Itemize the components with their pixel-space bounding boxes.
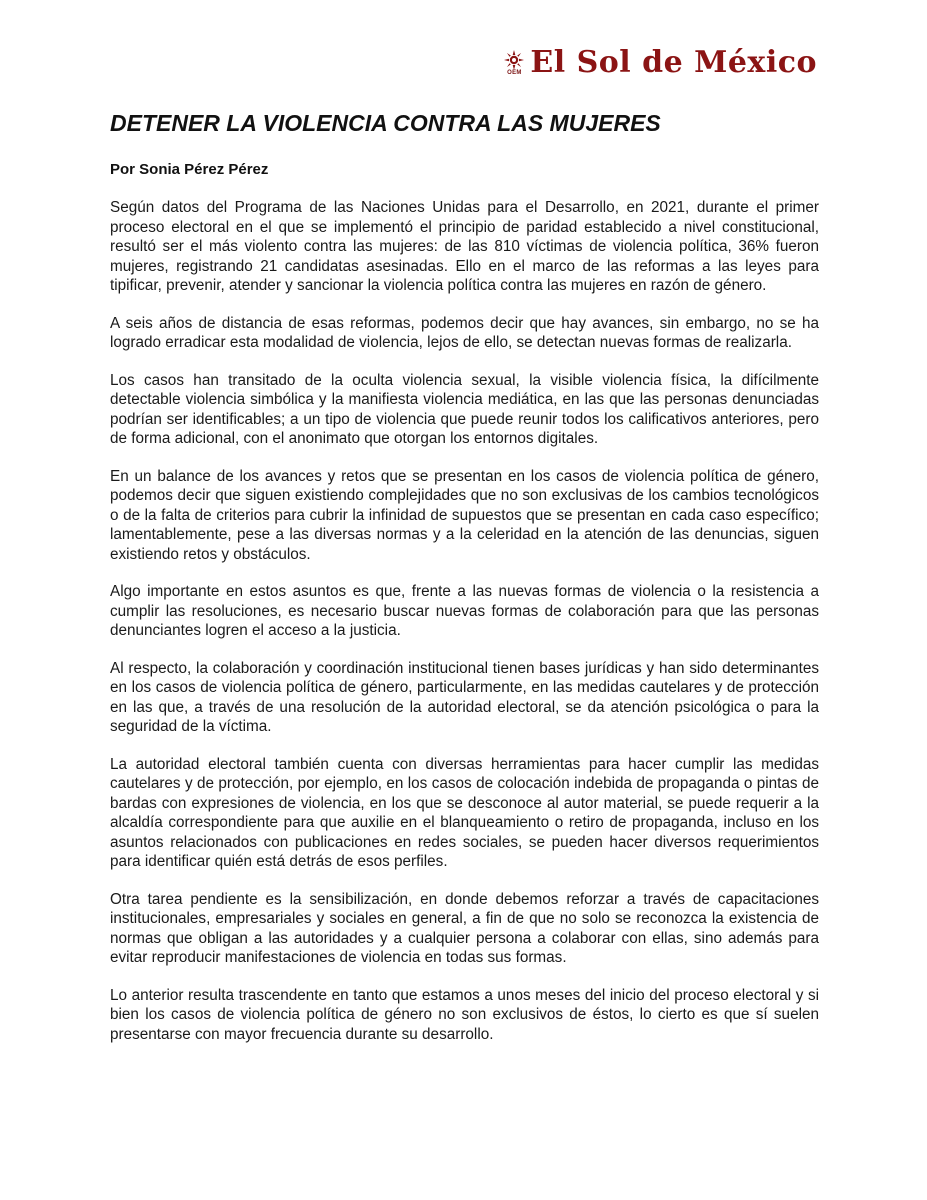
paragraph-3: Los casos han transitado de la oculta violencia sexual, la visible violencia física, la difícilmente detectable violencia simbólica y la manifiesta violencia mediática, en las que las personas denunciadas podrían ser identificables; a un tipo de violencia que puede reunir todos los calificativos anteriores, pero de forma adicional, con el anonimato que otorgan los entornos digitales. xyxy=(110,371,819,447)
paragraph-1: Según datos del Programa de las Naciones Unidas para el Desarrollo, en 2021, durante el primer proceso electoral en el que se implementó el principio de paridad establecido a nivel constitucional, resultó ser el más violento contra las mujeres: de las 810 víctimas de violencia política, 36% fueron mujeres, registrando 21 candidatas asesinadas. Ello en el marco de las reformas a las leyes para tipificar, prevenir, atender y sancionar la violencia política contra las mujeres en razón de género. xyxy=(110,199,819,294)
paragraph-9: Lo anterior resulta trascendente en tanto que estamos a unos meses del inicio del proceso electoral y si bien los casos de violencia política de género no son exclusivos de éstos, lo cierto es que sí suelen presentarse con mayor frecuencia durante su desarrollo. xyxy=(110,986,819,1043)
article-title: DETENER LA VIOLENCIA CONTRA LAS MUJERES xyxy=(110,110,661,136)
paragraph-4: En un balance de los avances y retos que se presentan en los casos de violencia política de género, podemos decir que siguen existiendo complejidades que no son exclusivas de los cambios tecnológicos o de la falta de criterios para cubrir la infinidad de supuestos que se presentan en cada caso específico; lamentablemente, pese a las diversas normas y a la celeridad en la atención de las denuncias, siguen existiendo retos y obstáculos. xyxy=(110,467,819,563)
paragraph-7: La autoridad electoral también cuenta con diversas herramientas para hacer cumplir las medidas cautelares y de protección, por ejemplo, en los casos de colocación indebida de propaganda o pintas de bardas con expresiones de violencia, en los que se desconoce al autor material, se puede requerir a la alcaldía correspondiente para que auxilie en el blanqueamiento o retiro de propaganda, incluso en los asuntos relacionados con publicaciones en redes sociales, se pueden hacer diversos requerimientos para identificar quién está detrás de esos perfiles. xyxy=(110,755,819,870)
article xyxy=(110,108,819,1044)
article-byline: Por Sonia Pérez Pérez xyxy=(110,161,269,178)
newspaper-logo: El Sol de México xyxy=(530,45,817,80)
masthead xyxy=(504,46,817,80)
oem-sun-icon xyxy=(504,50,524,77)
paragraph-5: Algo importante en estos asuntos es que, frente a las nuevas formas de violencia o la resistencia a cumplir las resoluciones, es necesario buscar nuevas formas de colaboración para que las personas denunciantes logren el acceso a la justicia. xyxy=(110,583,819,639)
oem-label: OEM xyxy=(507,69,522,76)
paragraph-8: Otra tarea pendiente es la sensibilización, en donde debemos reforzar a través de capacitaciones institucionales, empresariales y sociales en general, a fin de que no solo se reconozca la existencia de normas que obligan a las autoridades y a cualquier persona a colaborar con ellas, sino además para evitar reproducir manifestaciones de violencia en todas sus formas. xyxy=(110,890,819,966)
paragraph-6: Al respecto, la colaboración y coordinación institucional tienen bases jurídicas y han sido determinantes en los casos de violencia política de género, particularmente, en las medidas cautelares y de protección en las que, a través de una resolución de la autoridad electoral, se da atención psicológica o para la seguridad de la víctima. xyxy=(110,659,819,735)
paragraph-2: A seis años de distancia de esas reformas, podemos decir que hay avances, sin embargo, no se ha logrado erradicar esta modalidad de violencia, lejos de ello, se detectan nuevas formas de realizarla. xyxy=(110,314,819,351)
